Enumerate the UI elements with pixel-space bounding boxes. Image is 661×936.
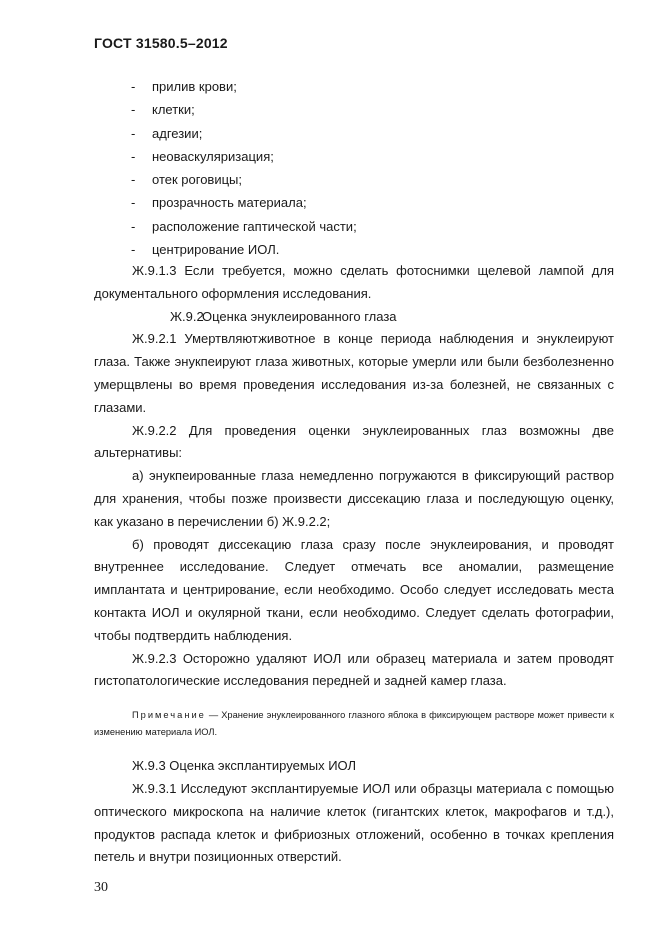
list-item: [0, 124, 661, 147]
observation-list: [0, 77, 661, 263]
list-bullet: -: [131, 242, 136, 258]
page-number: 30: [94, 880, 108, 895]
list-bullet: -: [131, 195, 136, 211]
section-heading-9-3: Ж.9.3 Оценка эксплантируемых ИОЛ: [132, 758, 357, 774]
note-label: Примечание: [132, 710, 206, 721]
section-title: Оценка энуклеированного глаза: [202, 308, 397, 324]
list-item-text: центрирование ИОЛ.: [152, 242, 280, 258]
section-heading-9-2: [94, 306, 614, 329]
list-bullet: -: [131, 79, 136, 94]
list-item: [0, 217, 661, 240]
note: [94, 707, 614, 741]
paragraph-option-b: б) проводят диссекацию глаза сразу после энуклеирования, и проводят внутреннее исследование. Следует отмечать все аномалии, размещение имплантата и центрирование, если необходимо. Особо следует исследовать места контакта ИОЛ и окулярной ткани, если необходимо. Следует сделать фотографии, чтобы подтвердить наблюдения.: [94, 536, 614, 643]
note-text: — Хранение энуклеированного глазного яблока в фиксирующем растворе может привести к изменению материала ИОЛ.: [94, 710, 614, 738]
paragraph-9-1-3: Ж.9.1.3 Если требуется, можно сделать фотоснимки щелевой лампой для документального оформления исследования.: [94, 263, 614, 301]
list-bullet: -: [131, 172, 136, 188]
list-item-text: прилив крови;: [152, 79, 237, 94]
list-item-text: расположение гаптической части;: [152, 218, 357, 234]
paragraph-9-2-3: Ж.9.2.3 Осторожно удаляют ИОЛ или образец материала и затем проводят гистопатологические исследования передней и задней камер глаза.: [94, 650, 614, 689]
list-item: [0, 77, 661, 100]
list-bullet: -: [131, 218, 136, 234]
list-item: [0, 170, 661, 193]
paragraph-option-a: а) энукпеированные глаза немедленно погружаются в фиксирующий раствор для хранения, чтобы позже произвести диссекацию глаза и последующую оценку, как указано в перечислении б) Ж.9.2.2;: [94, 468, 614, 529]
list-item: [0, 147, 661, 170]
section-number: Ж.9.2: [170, 308, 204, 324]
list-item-text: адгезии;: [152, 125, 203, 141]
list-item-text: клетки;: [152, 102, 195, 118]
document-header: ГОСТ 31580.5–2012: [94, 35, 228, 51]
list-item-text: прозрачность материала;: [152, 195, 307, 211]
list-item-text: отек роговицы;: [152, 172, 242, 188]
document-body: [94, 260, 614, 869]
paragraph-9-2-2: Ж.9.2.2 Для проведения оценки энуклеированных глаз возможны две альтернативы:: [94, 422, 614, 461]
list-item: [0, 193, 661, 216]
list-bullet: -: [131, 125, 136, 141]
list-bullet: -: [131, 102, 136, 118]
list-item: [0, 100, 661, 123]
paragraph-9-3-1: Ж.9.3.1 Исследуют эксплантируемые ИОЛ или образцы материала с помощью оптического микроскопа на наличие клеток (гигантских клеток, макрофагов и т.д.), продуктов распада клеток и фибриозных отложений, особенно в точках крепления петель и внутри позиционных отверстий.: [94, 780, 614, 865]
paragraph-9-2-1: Ж.9.2.1 Умертвляютживотное в конце периода наблюдения и энуклеируют глаза. Также энукпеируют глаза животных, которые умерли или были безболезненно умерщвлены во время проведения исследования из-за болезней, не связанных с глазами.: [94, 331, 614, 415]
list-item-text: неоваскуляризация;: [152, 148, 274, 164]
list-bullet: -: [131, 148, 136, 164]
